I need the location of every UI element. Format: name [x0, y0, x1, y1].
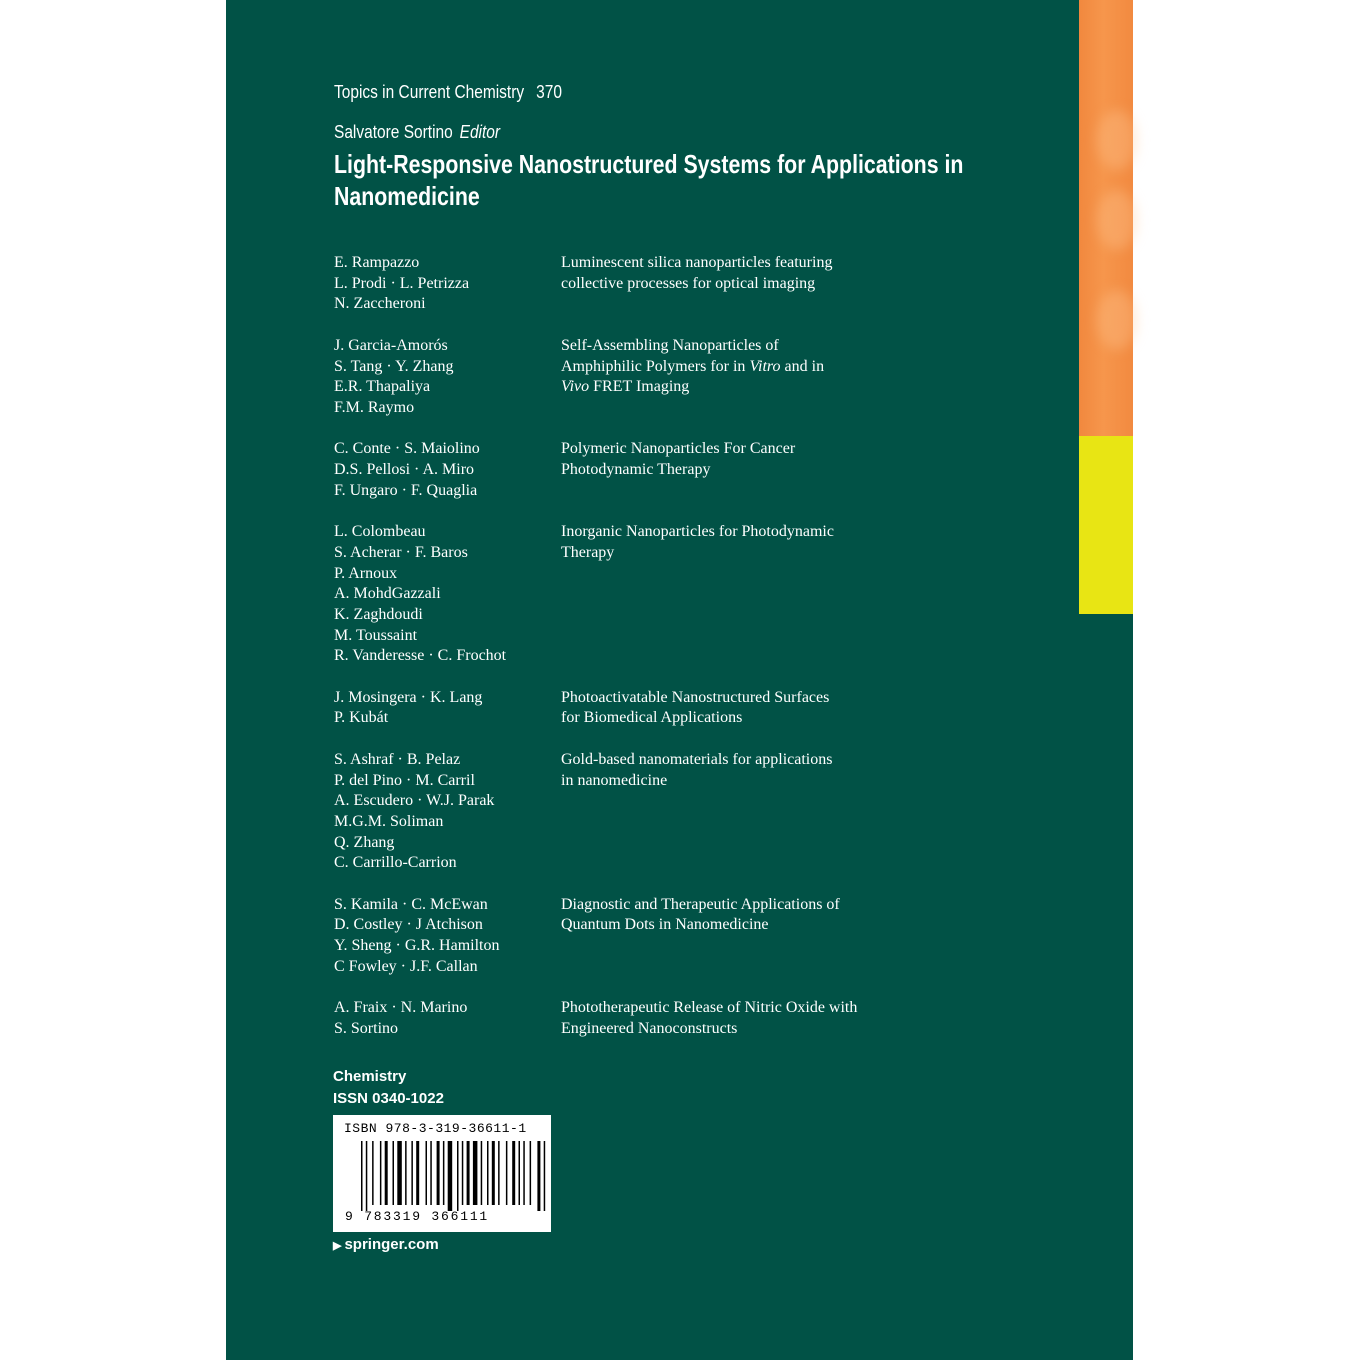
author-line: D.S. Pellosi · A. Miro [334, 461, 475, 478]
chapter-authors [334, 439, 554, 501]
barcode-bar [361, 1141, 363, 1211]
barcode-bar [426, 1141, 428, 1205]
chapter-title [561, 895, 901, 936]
chapter-title-line: Phototherapeutic Release of Nitric Oxide with [561, 999, 858, 1017]
author-line: F. Ungaro · F. Quaglia [334, 481, 478, 499]
chapter-title-line: Photoactivatable Nanostructured Surfaces [561, 688, 830, 706]
author-line: P. Kubát [334, 709, 389, 727]
author-line: A. Escudero · W.J. Parak [334, 792, 495, 810]
chapter-title-line: Quantum Dots in Nanomedicine [561, 916, 769, 934]
author-line: C Fowley · J.F. Callan [334, 957, 478, 975]
author-line: S. Sortino [334, 1019, 399, 1037]
editor-line [334, 122, 500, 143]
author-line: D. Costley · J Atchison [334, 916, 483, 934]
chapter-entry [334, 439, 894, 501]
publisher-url: springer.com [344, 1236, 439, 1253]
author-line: Y. Sheng · G.R. Hamilton [334, 937, 500, 955]
author-line: C. Conte · S. Maiolino [334, 440, 480, 458]
chapter-title-line: Photodynamic Therapy [561, 461, 711, 478]
author-line: P. del Pino · M. Carril [334, 771, 475, 789]
author-line: A. MohdGazzali [334, 585, 441, 603]
author-line: F.M. Raymo [334, 398, 415, 416]
chapter-entry [334, 336, 894, 419]
chapter-authors [334, 336, 554, 419]
author-line: S. Ashraf · B. Pelaz [334, 750, 461, 768]
author-line: L. Colombeau [334, 523, 426, 541]
barcode-bar [393, 1141, 395, 1205]
barcode-bar [443, 1141, 445, 1205]
barcode-bar [467, 1141, 470, 1205]
barcode-bar [473, 1141, 478, 1205]
author-line: S. Acherar · F. Baros [334, 543, 468, 561]
chapter-authors [334, 895, 554, 978]
chapter-title-line: Engineered Nanoconstructs [561, 1019, 738, 1037]
barcode-bar [544, 1141, 546, 1211]
barcode-bar [523, 1141, 525, 1205]
author-line: S. Tang · Y. Zhang [334, 357, 454, 375]
title-line: Nanomedicine [334, 181, 480, 211]
author-line: K. Zaghdoudi [334, 605, 423, 623]
barcode-bar [405, 1141, 407, 1205]
chapter-title-line: collective processes for optical imaging [561, 274, 816, 292]
barcode-bar [457, 1141, 459, 1211]
barcode-bar [416, 1141, 419, 1205]
barcode-bar [430, 1141, 432, 1205]
chapter-entry [334, 688, 894, 729]
chapter-title-line: Self-Assembling Nanoparticles of [561, 336, 779, 354]
arrow-right-icon: ▶ [333, 1240, 342, 1252]
chapter-title-line: Vivo FRET Imaging [561, 378, 690, 396]
publisher-link[interactable] [333, 1236, 439, 1253]
author-line: C. Carrillo-Carrion [334, 854, 457, 872]
chapter-entry [334, 998, 894, 1039]
chapter-authors [334, 998, 554, 1039]
barcode-bar [506, 1141, 508, 1205]
barcode-bar [380, 1141, 382, 1205]
subject-label: Chemistry [333, 1068, 407, 1085]
issn-label: ISSN 0340-1022 [333, 1090, 444, 1107]
barcode-bar [462, 1141, 464, 1205]
chapter-title [561, 998, 901, 1039]
barcode-bar [411, 1141, 413, 1205]
barcode-digits: 9 783319 366111 [345, 1209, 490, 1224]
author-line: S. Kamila · C. McEwan [334, 895, 488, 913]
chapter-authors [334, 688, 554, 729]
author-line: J. Garcia-Amorós [334, 336, 448, 354]
author-line: R. Vanderesse · C. Frochot [334, 647, 507, 665]
barcode-bar [519, 1141, 521, 1205]
chapter-entry [334, 750, 894, 874]
barcode-bar [372, 1141, 374, 1205]
author-line: P. Arnoux [334, 564, 398, 582]
chapter-entry [334, 253, 894, 315]
author-line: E. Rampazzo [334, 254, 420, 271]
isbn-barcode [333, 1115, 551, 1232]
chapter-title-line: Therapy [561, 543, 615, 561]
chapter-title-line: in nanomedicine [561, 771, 668, 789]
chapter-entry [334, 522, 894, 667]
author-line: E.R. Thapaliya [334, 378, 431, 396]
chapter-authors [334, 522, 554, 667]
isbn-text: ISBN 978-3-319-36611-1 [344, 1121, 527, 1136]
chapter-entry [334, 895, 894, 978]
chapter-title [561, 336, 901, 398]
chapter-authors [334, 253, 554, 315]
barcode-bar [385, 1141, 388, 1205]
barcode-bar [537, 1141, 540, 1211]
chapter-title [561, 439, 901, 480]
author-line: A. Fraix · N. Marino [334, 999, 468, 1017]
author-line: M. Toussaint [334, 626, 418, 644]
barcode-bar [481, 1141, 483, 1205]
subject-block [333, 1066, 444, 1110]
barcode-bar [437, 1141, 440, 1205]
chapter-title-line: Polymeric Nanoparticles For Cancer [561, 440, 796, 458]
chapter-title-line: Diagnostic and Therapeutic Applications of [561, 895, 840, 913]
author-line: L. Prodi · L. Petrizza [334, 274, 470, 292]
series-volume: 370 [536, 82, 562, 102]
author-line: Q. Zhang [334, 833, 395, 851]
author-line: M.G.M. Soliman [334, 812, 444, 830]
barcode-bar [487, 1141, 489, 1205]
chapter-title-line: Luminescent silica nanoparticles featuring [561, 254, 833, 271]
orange-color-band [1079, 0, 1133, 436]
book-title [334, 148, 964, 212]
editor-name: Salvatore Sortino [334, 122, 453, 142]
title-line: Light-Responsive Nanostructured Systems for Applications in [334, 149, 964, 179]
barcode-bar [397, 1141, 402, 1205]
editor-role: Editor [459, 122, 501, 142]
chapter-title-line: Gold-based nanomaterials for applications [561, 750, 833, 768]
series-line [334, 82, 562, 103]
chapter-title [561, 522, 901, 563]
barcode-bar [448, 1141, 453, 1211]
barcode-bar [366, 1141, 368, 1211]
chapter-title-line: Inorganic Nanoparticles for Photodynamic [561, 523, 834, 541]
barcode-bar [512, 1141, 515, 1205]
author-line: J. Mosingera · K. Lang [334, 688, 483, 706]
yellow-color-band [1079, 436, 1133, 614]
series-name: Topics in Current Chemistry [334, 82, 525, 102]
barcode-bar [498, 1141, 500, 1205]
chapter-title [561, 750, 901, 791]
table-of-contents [334, 253, 894, 1060]
barcode-bar [492, 1141, 495, 1205]
chapter-title [561, 253, 901, 294]
chapter-title [561, 688, 901, 729]
author-line: N. Zaccheroni [334, 295, 426, 313]
chapter-title-line: Amphiphilic Polymers for in Vitro and in [561, 357, 825, 375]
barcode-bar [530, 1141, 532, 1205]
chapter-title-line: for Biomedical Applications [561, 709, 743, 727]
chapter-authors [334, 750, 554, 874]
